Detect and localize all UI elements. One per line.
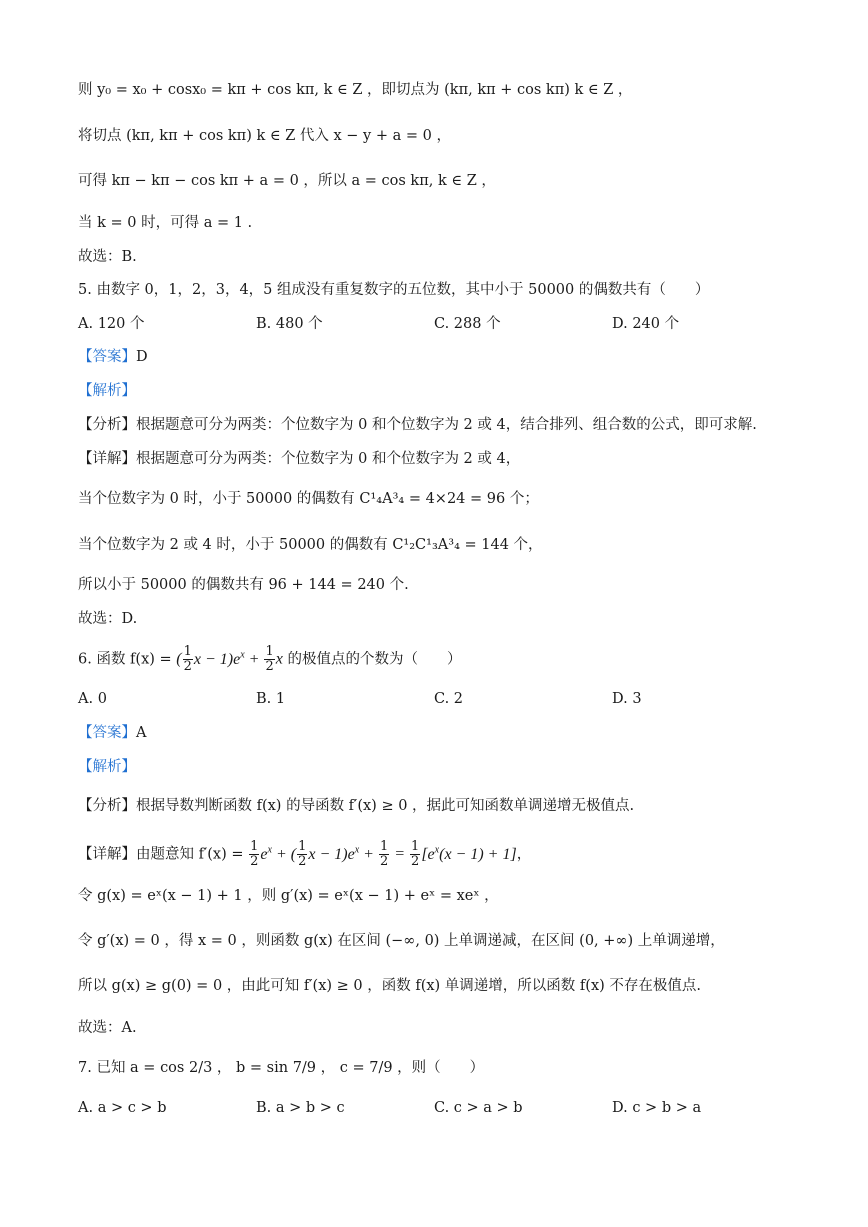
option-c: C. 288 个 — [434, 316, 501, 332]
question-stem: 6. 函数 f(x) = ( $\frac{1}{2}$ $x - 1)e^x$ + $\frac{1}{2}$ x 的极值点的个数为（ ） — [78, 644, 462, 674]
text-line: 令 g′(x) = 0 ，得 x = 0 ，则函数 g(x) 在区间 (−∞, 0) 上单调递减，在区间 (0, +∞) 上单调递增， — [78, 933, 725, 949]
xiangjie-line: 【详解】由题意知 f′(x) = $\frac{1}{2}$ $e^x$ + ( $\frac{1}{2}$ $x - 1)e^x$ + $\frac{1}{2}$ = $\frac{1}{2}$ $[e^x(x - 1) + 1]$， — [78, 839, 532, 869]
option-d: D. 3 — [612, 691, 642, 707]
option-b: B. 1 — [256, 691, 286, 707]
text-line: 故选：A. — [78, 1020, 137, 1036]
answer-tag: 【答案】 — [78, 349, 136, 365]
fenxi-tag: 【分析】 — [78, 798, 136, 814]
answer-value: D — [136, 349, 148, 365]
text-line: 将切点 (kπ, kπ + cos kπ) k ∈ Z 代入 x − y + a = 0 ， — [78, 128, 451, 144]
text-line: 故选：B. — [78, 249, 137, 265]
option-d: D. 240 个 — [612, 316, 680, 332]
analysis-tag: 【解析】 — [78, 759, 136, 775]
text-line: 当个位数字为 0 时，小于 50000 的偶数有 C¹₄A³₄ = 4×24 = 96 个； — [78, 491, 539, 507]
fenxi-line: 【分析】根据导数判断函数 f(x) 的导函数 f′(x) ≥ 0 ，据此可知函数单调递增无极值点. — [78, 798, 635, 814]
option-d: D. c > b > a — [612, 1100, 702, 1116]
question-stem: 5. 由数字 0，1，2，3，4，5 组成没有重复数字的五位数，其中小于 50000 的偶数共有（ ） — [78, 282, 710, 298]
text-line: 则 y₀ = x₀ + cosx₀ = kπ + cos kπ, k ∈ Z ，即切点为 (kπ, kπ + cos kπ) k ∈ Z ， — [78, 82, 633, 98]
fenxi-line: 【分析】根据题意可分为两类：个位数字为 0 和个位数字为 2 或 4，结合排列、组合数的公式，即可求解. — [78, 417, 757, 433]
xiangjie-tag: 【详解】 — [78, 846, 136, 863]
xiangjie-line: 【详解】根据题意可分为两类：个位数字为 0 和个位数字为 2 或 4， — [78, 451, 521, 467]
text-line: 所以 g(x) ≥ g(0) = 0 ，由此可知 f′(x) ≥ 0 ，函数 f(x) 单调递增，所以函数 f(x) 不存在极值点. — [78, 978, 701, 994]
answer-value: A — [136, 725, 147, 741]
text-line: 故选：D. — [78, 611, 138, 627]
xiangjie-tag: 【详解】 — [78, 451, 136, 467]
text-line: 当个位数字为 2 或 4 时，小于 50000 的偶数有 C¹₂C¹₃A³₄ = 144 个， — [78, 537, 543, 553]
analysis-tag: 【解析】 — [78, 383, 136, 399]
option-c: C. 2 — [434, 691, 464, 707]
option-b: B. 480 个 — [256, 316, 323, 332]
fenxi-tag: 【分析】 — [78, 417, 136, 433]
option-b: B. a > b > c — [256, 1100, 345, 1116]
option-a: A. 120 个 — [78, 316, 145, 332]
answer-tag: 【答案】 — [78, 725, 136, 741]
text-line: 当 k = 0 时，可得 a = 1 . — [78, 215, 253, 231]
answer-line — [78, 723, 146, 743]
text-line: 所以小于 50000 的偶数共有 96 + 144 = 240 个. — [78, 577, 409, 593]
option-a: A. a > c > b — [78, 1100, 167, 1116]
text-line: 可得 kπ − kπ − cos kπ + a = 0 ，所以 a = cos kπ, k ∈ Z ， — [78, 173, 496, 189]
option-c: C. c > a > b — [434, 1100, 523, 1116]
answer-line — [78, 347, 148, 367]
option-a: A. 0 — [78, 691, 107, 707]
question-stem: 7. 已知 a = cos 2/3 ， b = sin 7/9 ， c = 7/9 ，则（ ） — [78, 1060, 485, 1076]
text-line: 令 g(x) = eˣ(x − 1) + 1 ，则 g′(x) = eˣ(x − 1) + eˣ = xeˣ ， — [78, 888, 499, 904]
